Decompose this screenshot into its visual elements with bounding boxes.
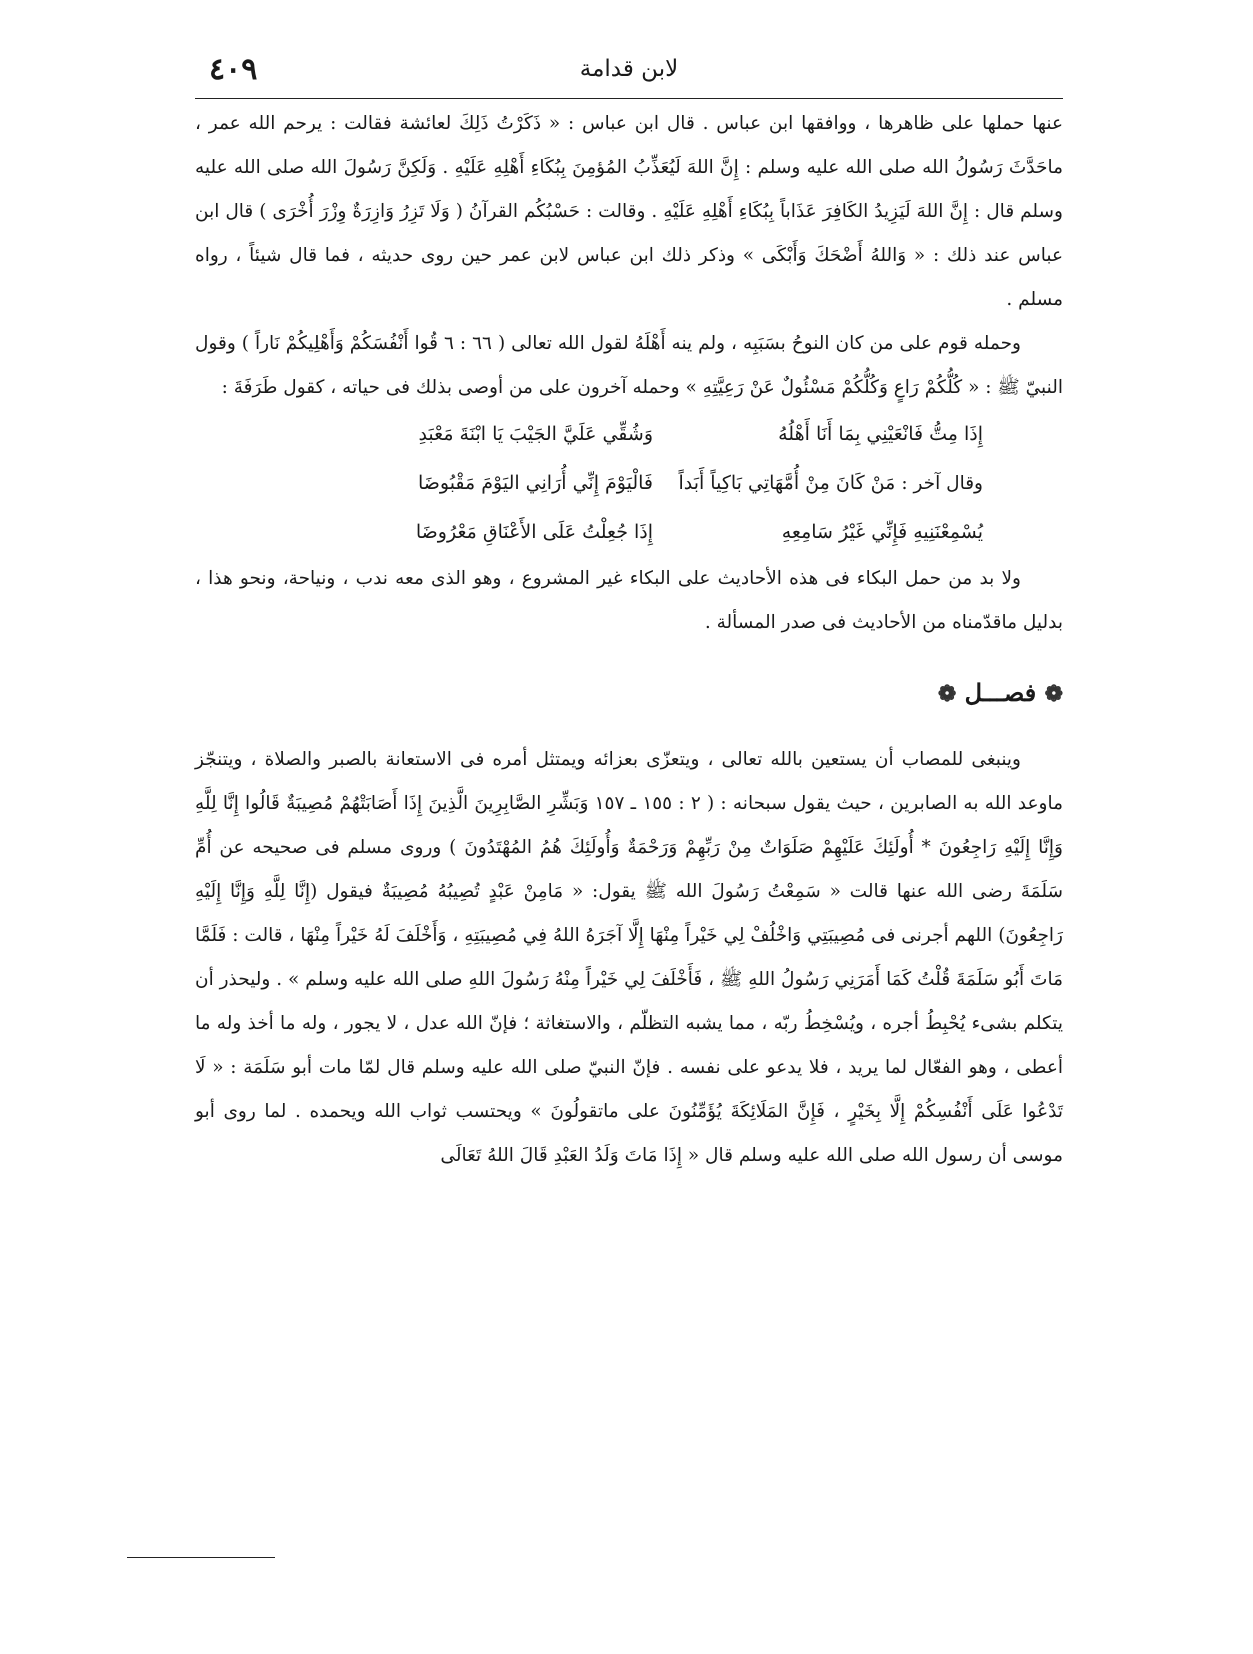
poem-prefix: وقال آخر : bbox=[901, 473, 983, 494]
page bbox=[195, 52, 1063, 1612]
poem-line bbox=[195, 410, 983, 459]
verse-second-hemistich: وَشُقِّي عَلَيَّ الجَيْبَ يَا ابْنَةَ مَعْبَدِ bbox=[418, 423, 653, 445]
verse-second-hemistich: فَالْيَوْمَ إِنِّي أُرَانِي اليَوْمَ مَقْبُوضَا bbox=[417, 472, 653, 494]
header-rule bbox=[195, 98, 1063, 99]
paragraph: عنها حملها على ظاهرها ، ووافقها ابن عباس . قال ابن عباس : « ذَكَرْتُ ذَلِكَ لعائشة فقالت : يرحم الله عمر ، ماحَدَّثَ رَسُولُ الله صلى الله عليه وسلم : إِنَّ اللهَ لَيُعَذِّبُ المُؤمِنَ بِبُكَاءِ أَهْلِهِ عَلَيْهِ . وَلَكِنَّ رَسُولَ الله صلى الله عليه وسلم قال : إِنَّ اللهَ لَيَزِيدُ الكَافِرَ عَذَاباً بِبُكَاءِ أَهْلِهِ عَلَيْهِ . وقالت : حَسْبُكُم القرآنُ ( وَلَا تَزِرُ وَازِرَةٌ وِزْرَ أُخْرَى ) قال ابن عباس عند ذلك : « وَاللهُ أَضْحَكَ وَأَبْكَى » وذكر ذلك ابن عباس لابن عمر حين روى حديثه ، فما قال شيئاً ، رواه مسلم . bbox=[195, 113, 1063, 310]
section-title: فصـــل bbox=[964, 678, 1037, 707]
paragraph: ولا بد من حمل البكاء فى هذه الأحاديث على البكاء غير المشروع ، وهو الذى معه ندب ، ونياحة، ونحو هذا ، بدليل ماقدّمناه من الأحاديث فى صدر المسألة . bbox=[195, 568, 1063, 633]
running-title: لابن قدامة bbox=[579, 56, 679, 82]
verse-text: يُسْمِعْنَنِيهِ فَإِنِّي غَيْرُ سَامِعِهِ bbox=[781, 521, 983, 543]
poem bbox=[195, 410, 983, 557]
verse-text: مَنْ كَانَ مِنْ أُمَّهَاتِي بَاكِياً أَبَداً bbox=[678, 472, 896, 494]
section-heading bbox=[195, 671, 1063, 716]
verse-first-hemistich bbox=[653, 410, 983, 459]
poem-line bbox=[195, 508, 983, 557]
verse-first-hemistich bbox=[653, 459, 983, 508]
poem-line bbox=[195, 459, 983, 508]
paragraph: وينبغى للمصاب أن يستعين بالله تعالى ، ويتعزّى بعزائه ويمتثل أمره فى الاستعانة بالصبر والصلاة ، ويتنجّز ماوعد الله به الصابرين ، حيث يقول سبحانه : ( ٢ : ١٥٥ ـ ١٥٧ وَبَشِّرِ الصَّابِرِينَ الَّذِينَ إِذَا أَصَابَتْهُمْ مُصِيبَةٌ قَالُوا إِنَّا لِلَّهِ وَإِنَّا إِلَيْهِ رَاجِعُونَ * أُولَئِكَ عَلَيْهِمْ صَلَوَاتٌ مِنْ رَبِّهِمْ وَرَحْمَةٌ وَأُولَئِكَ هُمُ المُهْتَدُونَ ) وروى مسلم فى صحيحه عن أُمِّ سَلَمَةَ رضى الله عنها قالت « سَمِعْتُ رَسُولَ الله ﷺ يقول: « مَامِنْ عَبْدٍ تُصِيبُهُ مُصِيبَةٌ فيقول (إِنَّا لِلَّهِ وَإِنَّا إِلَيْهِ رَاجِعُونَ) اللهم أجرنى فى مُصِيبَتِي وَاخْلُفْ لِي خَيْراً مِنْهَا إِلَّا آجَرَهُ اللهُ فِي مُصِيبَتِهِ ، وَأَخْلَفَ لَهُ خَيْراً مِنْهَا ، قالت : فَلَمَّا مَاتَ أَبُو سَلَمَةَ قُلْتُ كَمَا أَمَرَنِي رَسُولُ اللهِ ﷺ ، فَأَخْلَفَ لِي خَيْراً مِنْهُ رَسُولَ اللهِ صلى الله عليه وسلم » . وليحذر أن يتكلم بشىء يُحْبِطُ أجره ، ويُسْخِطُ ربّه ، مما يشبه التظلّم ، والاستغاثة ؛ فإنّ الله عدل ، لا يجور ، وله ما أخذ وله ما أعطى ، وهو الفعّال لما يريد ، فلا يدعو على نفسه . فإنّ النبيّ صلى الله عليه وسلم قال لمّا مات أبو سَلَمَة : « لَا تَدْعُوا عَلَى أَنْفُسِكُمْ إِلَّا بِخَيْرٍ ، فَإِنَّ المَلَائِكَةَ يُؤَمِّنُونَ على ماتقولُونَ » ويحتسب ثواب الله ويحمده . لما روى أبو موسى أن رسول الله صلى الله عليه وسلم قال « إِذَا مَاتَ وَلَدُ العَبْدِ قَالَ اللهُ تَعَالَى bbox=[195, 749, 1064, 1166]
paragraph: وحمله قوم على من كان النوحُ بسَبَبِه ، ولم ينه أَهْلَهُ لقول الله تعالى ( ٦٦ : ٦ قُوا أَنْفُسَكُمْ وَأَهْلِيكُمْ نَاراً ) وقول النبيّ ﷺ : « كُلُّكُمْ رَاعٍ وَكُلُّكُمْ مَسْئُولٌ عَنْ رَعِيَّتِهِ » وحمله آخرون على من أوصى بذلك فى حياته ، كقول طَرَفَةَ : bbox=[195, 333, 1063, 398]
verse-second-hemistich: إِذَا جُعِلْتُ عَلَى الأَعْنَاقِ مَعْرُوضَا bbox=[415, 521, 653, 543]
ornament-icon: ❁ bbox=[1044, 681, 1063, 707]
verse-first-hemistich bbox=[653, 508, 983, 557]
ornament-icon: ❁ bbox=[937, 681, 957, 707]
footnote-rule bbox=[127, 1557, 275, 1558]
page-body bbox=[195, 102, 1063, 1178]
page-number: ٤٠٩ bbox=[209, 52, 258, 87]
page-header bbox=[195, 52, 1063, 98]
verse-text: إِذَا مِتُّ فَانْعَيْنِي بِمَا أَنَا أَهْلُهُ bbox=[778, 423, 983, 445]
